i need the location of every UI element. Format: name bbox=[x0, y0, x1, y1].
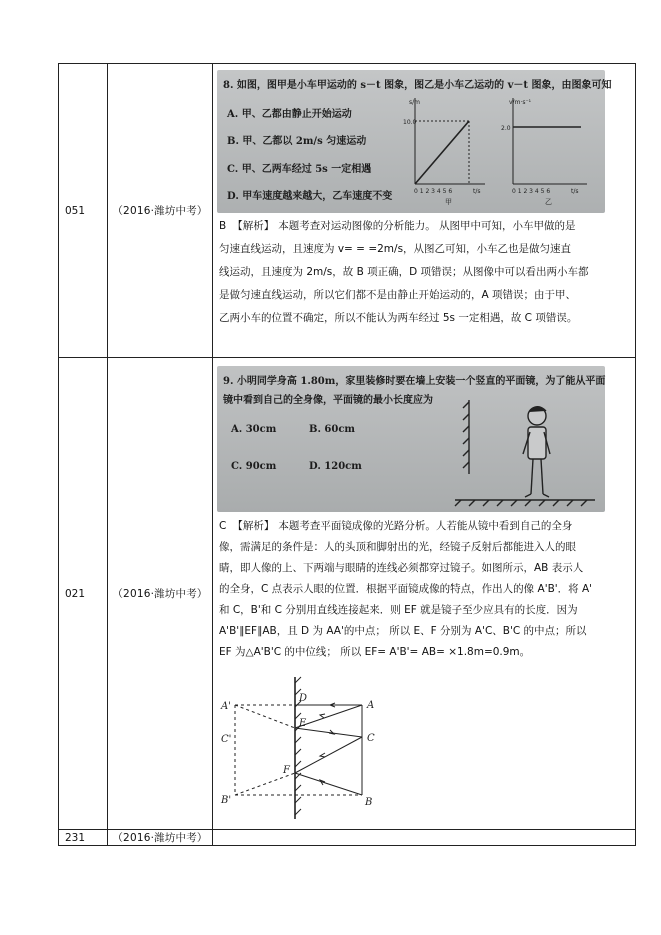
option-d: D. 甲车速度越来越大，乙车速度不变 bbox=[227, 191, 393, 202]
row-content bbox=[213, 830, 636, 846]
question-text-line1: 9. 小明同学身高 1.80m，家里装修时要在墙上安装一个竖直的平面镜，为了能从平面 bbox=[223, 376, 606, 387]
graph-a-ylabel: s/m bbox=[409, 99, 420, 106]
row-content bbox=[213, 358, 636, 830]
question-photo bbox=[217, 70, 612, 213]
motion-graphs bbox=[405, 94, 601, 206]
question-table bbox=[58, 63, 636, 846]
mirror-person-illustration bbox=[445, 394, 601, 510]
arrow bbox=[320, 753, 325, 757]
label-f: F bbox=[283, 765, 290, 776]
graph-b-yval: 2.0 bbox=[501, 125, 511, 132]
row-source: （2016·潍坊中考） bbox=[108, 358, 213, 830]
label-a: A bbox=[367, 700, 375, 711]
analysis-tag: 【解析】 bbox=[232, 220, 275, 232]
graph-b-xticks: 0 1 2 3 4 5 6 bbox=[512, 188, 551, 195]
explanation bbox=[219, 215, 631, 330]
explanation-line: 乙两小车的位置不确定，所以不能认为两车经过 5s 一定相遇，故 C 项错误。 bbox=[219, 312, 578, 324]
explanation-line: EF 为△A'B'C 的中位线； 所以 EF= A'B'= AB= ×1.8m=0.9m。 bbox=[219, 646, 531, 658]
label-c-prime: C' bbox=[221, 734, 232, 745]
row-source: （2016·潍坊中考） bbox=[108, 64, 213, 358]
table-row bbox=[59, 64, 636, 358]
table-row bbox=[59, 830, 636, 846]
explanation-line: B 【解析】 本题考查对运动图像的分析能力。 从图甲中可知，小车甲做的是 bbox=[219, 220, 576, 232]
option-d: D. 120cm bbox=[309, 461, 362, 472]
option-c: C. 甲、乙两车经过 5s 一定相遇 bbox=[227, 164, 372, 175]
label-c: C bbox=[367, 733, 375, 744]
question-text-line2: 镜中看到自己的全身像，平面镜的最小长度应为 bbox=[223, 395, 433, 406]
row-content bbox=[213, 64, 636, 358]
table-row bbox=[59, 358, 636, 830]
graph-a-caption: 甲 bbox=[445, 198, 452, 206]
explanation-line: 的全身，C 点表示人眼的位置．根据平面镜成像的特点，作出人的像 A'B'．将 A' bbox=[219, 583, 593, 595]
explanation-line: C 【解析】 本题考查平面镜成像的光路分析。人若能从镜中看到自己的全身 bbox=[219, 520, 573, 532]
label-d: D bbox=[299, 693, 308, 704]
option-b: B. 60cm bbox=[309, 424, 356, 435]
explanation-line: A'B'∥EF∥AB，且 D 为 AA'的中点； 所以 E、F 分别为 A'C、B'C 的中点；所以 bbox=[219, 625, 587, 637]
graph-a-xticks: 0 1 2 3 4 5 6 bbox=[414, 188, 453, 195]
label-a-prime: A' bbox=[221, 701, 231, 712]
arrow bbox=[320, 714, 325, 718]
answer-letter: C bbox=[219, 520, 227, 532]
graph-a-yval: 10.0 bbox=[403, 119, 417, 126]
option-a: A. 30cm bbox=[231, 424, 277, 435]
row-number: 021 bbox=[59, 358, 108, 830]
option-c: C. 90cm bbox=[231, 461, 277, 472]
explanation-line: 线运动，且速度为 2m/s，故 B 项正确，D 项错误；从图像中可以看出两小车都 bbox=[219, 266, 589, 278]
label-b-prime: B' bbox=[221, 795, 232, 806]
explanation bbox=[219, 516, 631, 663]
row-number: 051 bbox=[59, 64, 108, 358]
analysis-tag: 【解析】 bbox=[232, 520, 275, 532]
explanation-line: 匀速直线运动，且速度为 v= = =2m/s，从图乙可知，小车乙也是做匀速直 bbox=[219, 243, 572, 255]
graph-a-xunit: t/s bbox=[473, 188, 481, 195]
graph-b bbox=[513, 98, 587, 184]
ray-diagram bbox=[217, 673, 407, 823]
answer-letter: B bbox=[219, 220, 227, 232]
s-t-line bbox=[415, 121, 469, 184]
question-photo bbox=[217, 366, 605, 512]
graph-b-xunit: t/s bbox=[571, 188, 579, 195]
person-figure bbox=[523, 407, 550, 497]
row-number: 231 bbox=[59, 830, 108, 846]
graph-a bbox=[415, 98, 485, 184]
row-source: （2016·潍坊中考） bbox=[108, 830, 213, 846]
explanation-line: 和 C，B'和 C 分别用直线连接起来．则 EF 就是镜子至少应具有的长度．因为 bbox=[219, 604, 578, 616]
explanation-line: 是做匀速直线运动，所以它们都不是由静止开始运动的，A 项错误；由于甲、 bbox=[219, 289, 577, 301]
explanation-line: 像，需满足的条件是：人的头顶和脚射出的光，经镜子反射后都能进入人的眼 bbox=[219, 541, 576, 553]
label-e: E bbox=[299, 718, 307, 729]
graph-b-caption: 乙 bbox=[545, 198, 552, 206]
label-b: B bbox=[365, 797, 373, 808]
graph-b-ylabel: v/m·s⁻¹ bbox=[509, 99, 532, 106]
option-b: B. 甲、乙都以 2m/s 匀速运动 bbox=[227, 136, 367, 147]
option-a: A. 甲、乙都由静止开始运动 bbox=[227, 109, 352, 120]
explanation-line: 睛，即人像的上、下两端与眼睛的连线必须都穿过镜子。如图所示，AB 表示人 bbox=[219, 562, 584, 574]
question-text: 8. 如图，图甲是小车甲运动的 s－t 图象，图乙是小车乙运动的 v－t 图象，由图象可知 bbox=[223, 80, 612, 91]
arrow bbox=[329, 730, 334, 734]
